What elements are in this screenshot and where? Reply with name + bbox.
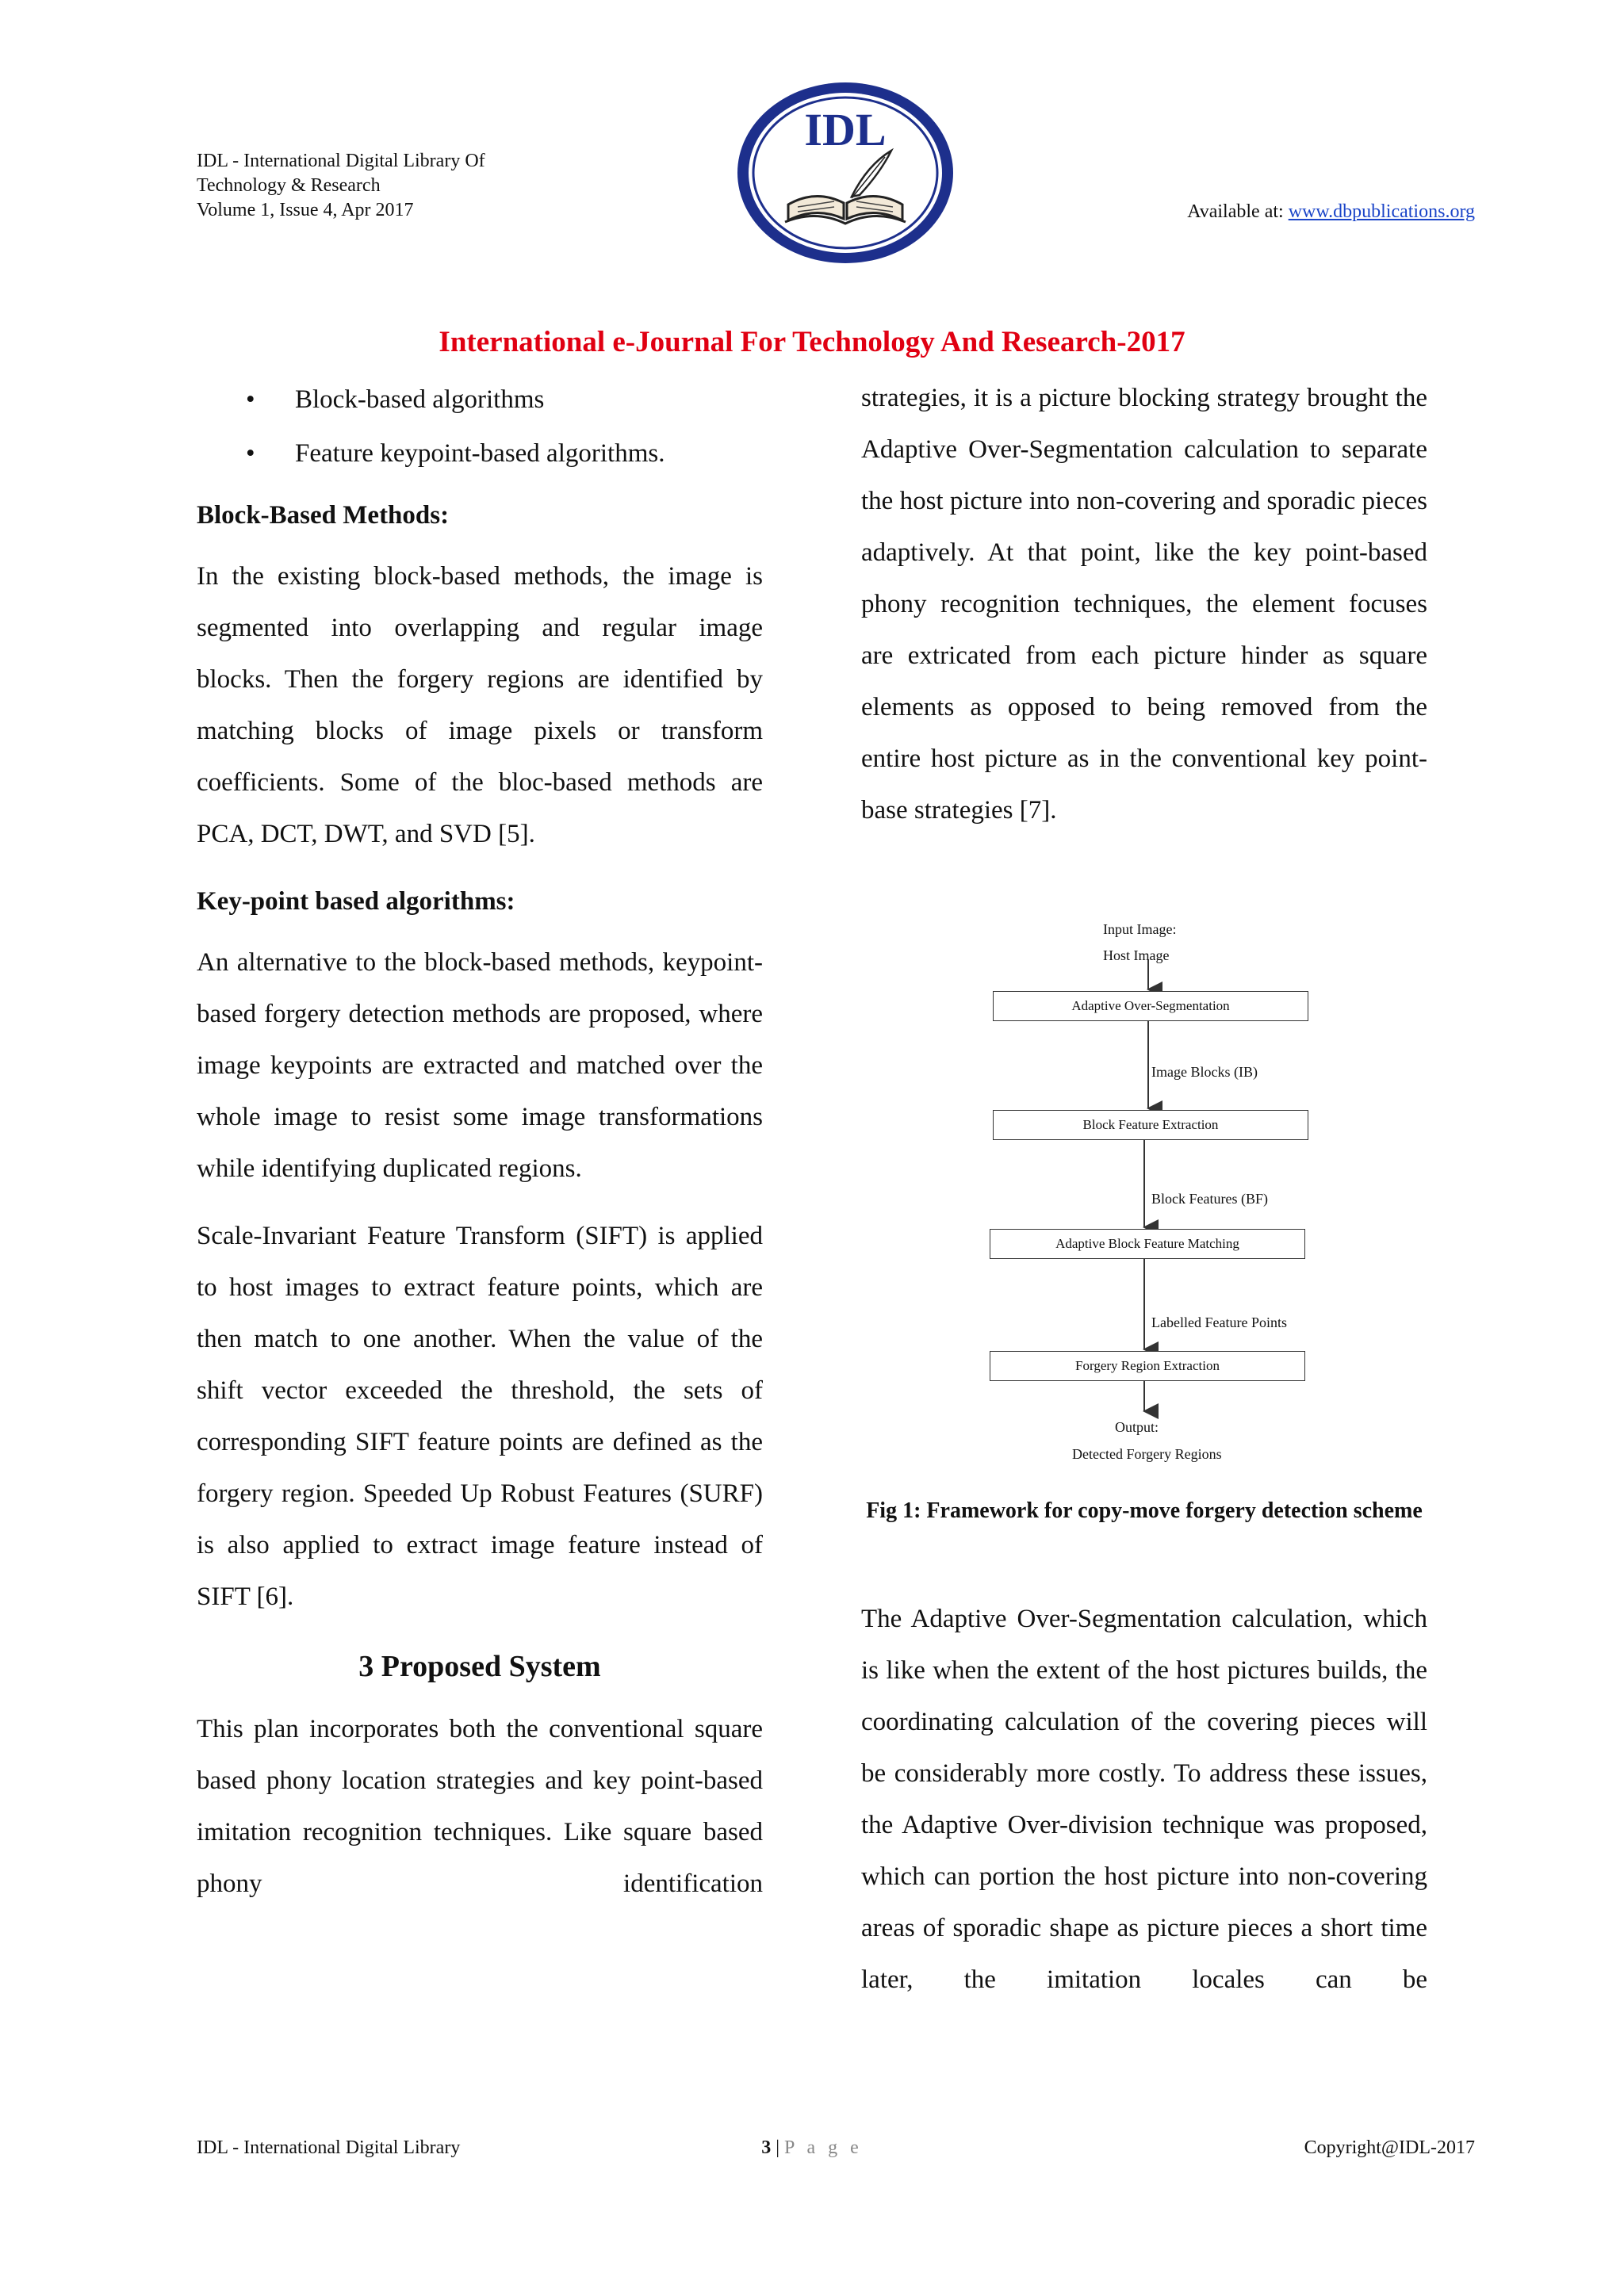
page-separator: | [771,2137,785,2158]
header-availability [1187,200,1475,224]
flow-box-matching: Adaptive Block Feature Matching [990,1229,1305,1259]
header-line2: Technology & Research [197,175,381,196]
footer-copyright: Copyright@IDL-2017 [1304,2137,1475,2158]
flow-box-segmentation: Adaptive Over-Segmentation [993,991,1308,1021]
header-line3: Volume 1, Issue 4, Apr 2017 [197,200,414,220]
publications-link[interactable]: www.dbpublications.org [1288,201,1475,222]
idl-logo [733,78,958,268]
left-column [197,373,763,1926]
section-heading: 3 Proposed System [358,1650,601,1683]
right-column [861,373,1427,852]
journal-title: International e-Journal For Technology And Research-2017 [439,326,1185,358]
proposed-paragraph: This plan incorporates both the conventional square based phony location strategies and key point-based imitation recognition techniques. Like square based phony identification [197,1715,763,1898]
sift-paragraph: Scale-Invariant Feature Transform (SIFT) is applied to host images to extract feature points, which are then match to one another. When the value of the shift vector exceeded the threshold, the sets of corresponding SIFT feature points are defined as the forgery region. Speeded Up Robust Features (SURF) is also applied to extract image feature instead of SIFT [6]. [197,1222,763,1611]
output-sub: Detected Forgery Regions [1072,1446,1222,1462]
framework-figure [861,912,1427,1475]
output-label: Output: [1115,1419,1159,1435]
page-word: P a g e [784,2137,863,2158]
block-based-heading: Block-Based Methods: [197,501,450,530]
bullet-icon: • [246,385,255,414]
strategies-paragraph: strategies, it is a picture blocking strategy brought the Adaptive Over-Segmentation calculation to separate the host picture into non-covering and sporadic pieces adaptively. At that point, like the key point-based phony recognition techniques, the element focuses are extricated from each picture hinder as square elements as opposed to being removed from the entire host picture as in the conventional key point-base strategies [7]. [861,384,1427,825]
block-based-paragraph: In the existing block-based methods, the image is segmented into overlapping and regular image blocks. Then the forgery regions are identified by matching blocks of image pixels or transform coefficients. Some of the bloc-based methods are PCA, DCT, DWT, and SVD [5]. [197,562,763,848]
algorithm-list [197,373,763,480]
keypoint-heading: Key-point based algorithms: [197,887,515,916]
flow-box-region-extraction: Forgery Region Extraction [990,1351,1305,1381]
page-number: 3 [761,2137,772,2158]
flow-box-extraction: Block Feature Extraction [993,1110,1308,1140]
arrow-label-block-features: Block Features (BF) [1151,1191,1268,1207]
list-item: • Block-based algorithms [197,373,763,427]
adaptive-paragraph: The Adaptive Over-Segmentation calculation, which is like when the extent of the host pictures builds, the coordinating calculation of the covering pieces will be considerably more costly. To address these issues, the Adaptive Over-division technique was proposed, which can portion the host picture into non-covering areas of sporadic shape as picture pieces a short time later, the imitation locales can be [861,1605,1427,1994]
header-line1: IDL - International Digital Library Of [197,151,485,171]
right-column-bottom [861,1594,1427,2006]
figure-caption: Fig 1: Framework for copy-move forgery detection scheme [866,1498,1423,1523]
available-label: Available at: [1187,201,1289,222]
arrow-label-feature-points: Labelled Feature Points [1151,1314,1287,1330]
input-label: Input Image: [1103,921,1177,937]
keypoint-paragraph: An alternative to the block-based methods, keypoint-based forgery detection methods are proposed, where image keypoints are extracted and matched over the whole image to resist some image transformations while identifying duplicated regions. [197,948,763,1183]
list-item: • Feature keypoint-based algorithms. [197,427,763,480]
bullet-icon: • [246,439,255,468]
footer-left: IDL - International Digital Library [197,2137,461,2158]
logo-text: IDL [804,104,887,155]
header-publisher-info [197,149,485,223]
input-sub: Host Image [1103,947,1170,963]
arrow-label-image-blocks: Image Blocks (IB) [1151,1064,1258,1080]
